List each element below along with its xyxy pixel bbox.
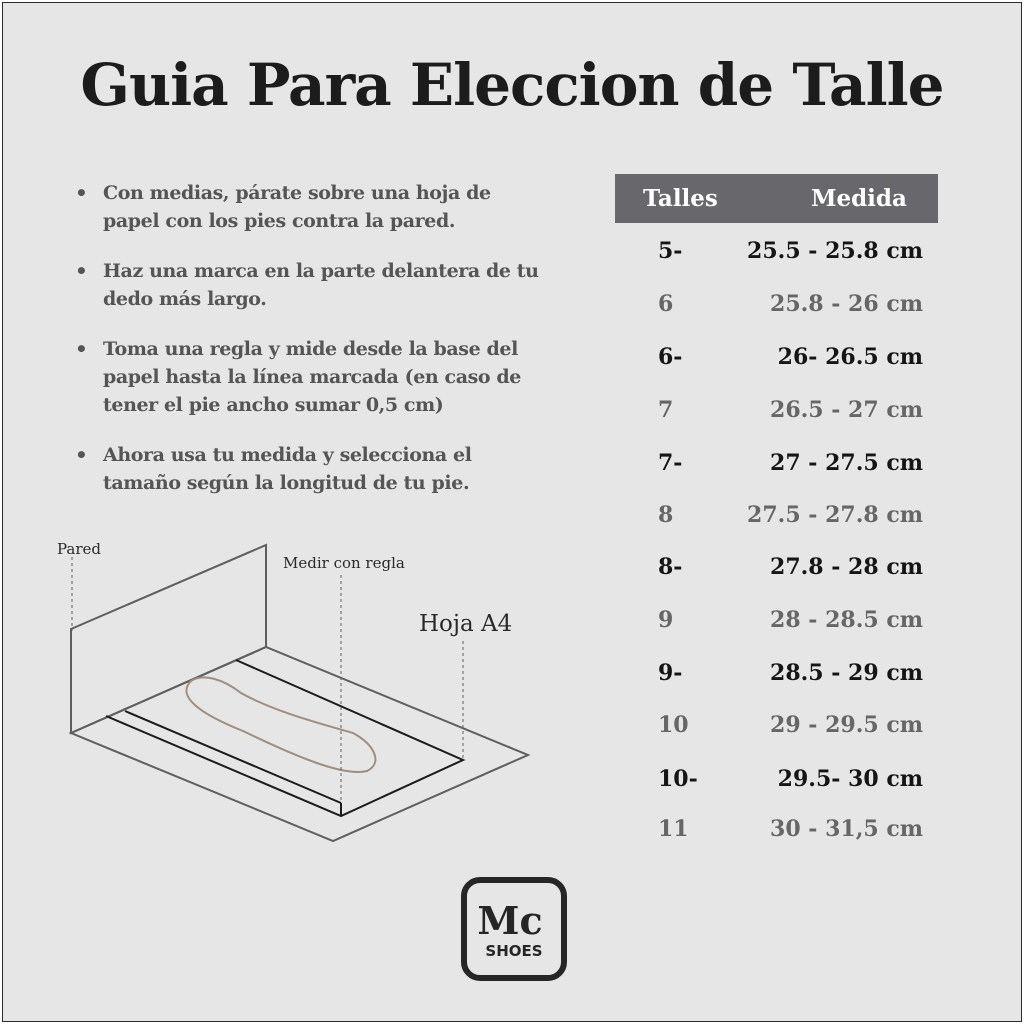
instruction-item: • Ahora usa tu medida y selecciona el tamaño según la longitud de tu pie. — [73, 441, 543, 497]
measure-cell: 28.5 - 29 cm — [770, 660, 923, 686]
table-row — [615, 450, 938, 480]
foot-measure-diagram — [43, 533, 543, 853]
instructions-list — [73, 179, 543, 519]
page-title: Guia Para Eleccion de Talle — [80, 51, 944, 119]
measure-cell: 29.5- 30 cm — [777, 766, 923, 792]
size-cell: 6 — [658, 291, 674, 317]
size-cell: 10- — [658, 766, 698, 792]
size-cell: 8- — [658, 554, 683, 580]
measure-cell: 27 - 27.5 cm — [770, 450, 923, 476]
measure-cell: 26- 26.5 cm — [777, 344, 923, 370]
ruler-label: Medir con regla — [283, 554, 405, 572]
size-cell: 7- — [658, 450, 683, 476]
instruction-item: • Con medias, párate sobre una hoja de papel con los pies contra la pared. — [73, 179, 543, 235]
table-row — [615, 816, 938, 846]
measure-cell: 28 - 28.5 cm — [770, 607, 923, 633]
measure-cell: 30 - 31,5 cm — [770, 816, 923, 842]
measure-cell: 26.5 - 27 cm — [770, 397, 923, 423]
measure-cell: 25.5 - 25.8 cm — [747, 238, 923, 264]
wall-label: Pared — [57, 540, 102, 558]
instruction-item: • Haz una marca en la parte delantera de tu dedo más largo. — [73, 257, 543, 313]
logo-shoes-text: SHOES — [485, 942, 543, 960]
size-cell: 5- — [658, 238, 683, 264]
foot-outline — [186, 677, 375, 772]
size-cell: 11 — [658, 816, 689, 842]
paper-label: Hoja A4 — [419, 611, 513, 637]
floor-shape — [71, 647, 528, 841]
logo-mc-text: Mc — [477, 898, 543, 943]
size-guide-page — [2, 2, 1022, 1022]
table-row — [615, 397, 938, 427]
size-table — [615, 174, 938, 842]
a4-paper-sheet — [106, 660, 463, 816]
table-row — [615, 344, 938, 374]
column-header-measure: Medida — [811, 185, 907, 212]
table-row — [615, 554, 938, 584]
table-row — [615, 660, 938, 690]
instruction-item: • Toma una regla y mide desde la base del papel hasta la línea marcada (en caso de tener el pie ancho sumar 0,5 cm) — [73, 335, 543, 419]
table-row — [615, 502, 938, 532]
size-cell: 6- — [658, 344, 683, 370]
measure-cell: 27.5 - 27.8 cm — [747, 502, 923, 528]
table-row — [615, 766, 938, 796]
measure-cell: 29 - 29.5 cm — [770, 712, 923, 738]
size-cell: 10 — [658, 712, 689, 738]
measure-cell: 27.8 - 28 cm — [770, 554, 923, 580]
size-cell: 9- — [658, 660, 683, 686]
table-row — [615, 712, 938, 742]
mc-shoes-logo — [460, 876, 568, 982]
wall-shape — [71, 545, 266, 733]
column-header-size: Talles — [643, 185, 718, 212]
size-cell: 7 — [658, 397, 674, 423]
table-row — [615, 238, 938, 268]
size-cell: 8 — [658, 502, 674, 528]
table-row — [615, 607, 938, 637]
measure-cell: 25.8 - 26 cm — [770, 291, 923, 317]
table-row — [615, 291, 938, 321]
table-header — [615, 174, 938, 223]
size-cell: 9 — [658, 607, 674, 633]
